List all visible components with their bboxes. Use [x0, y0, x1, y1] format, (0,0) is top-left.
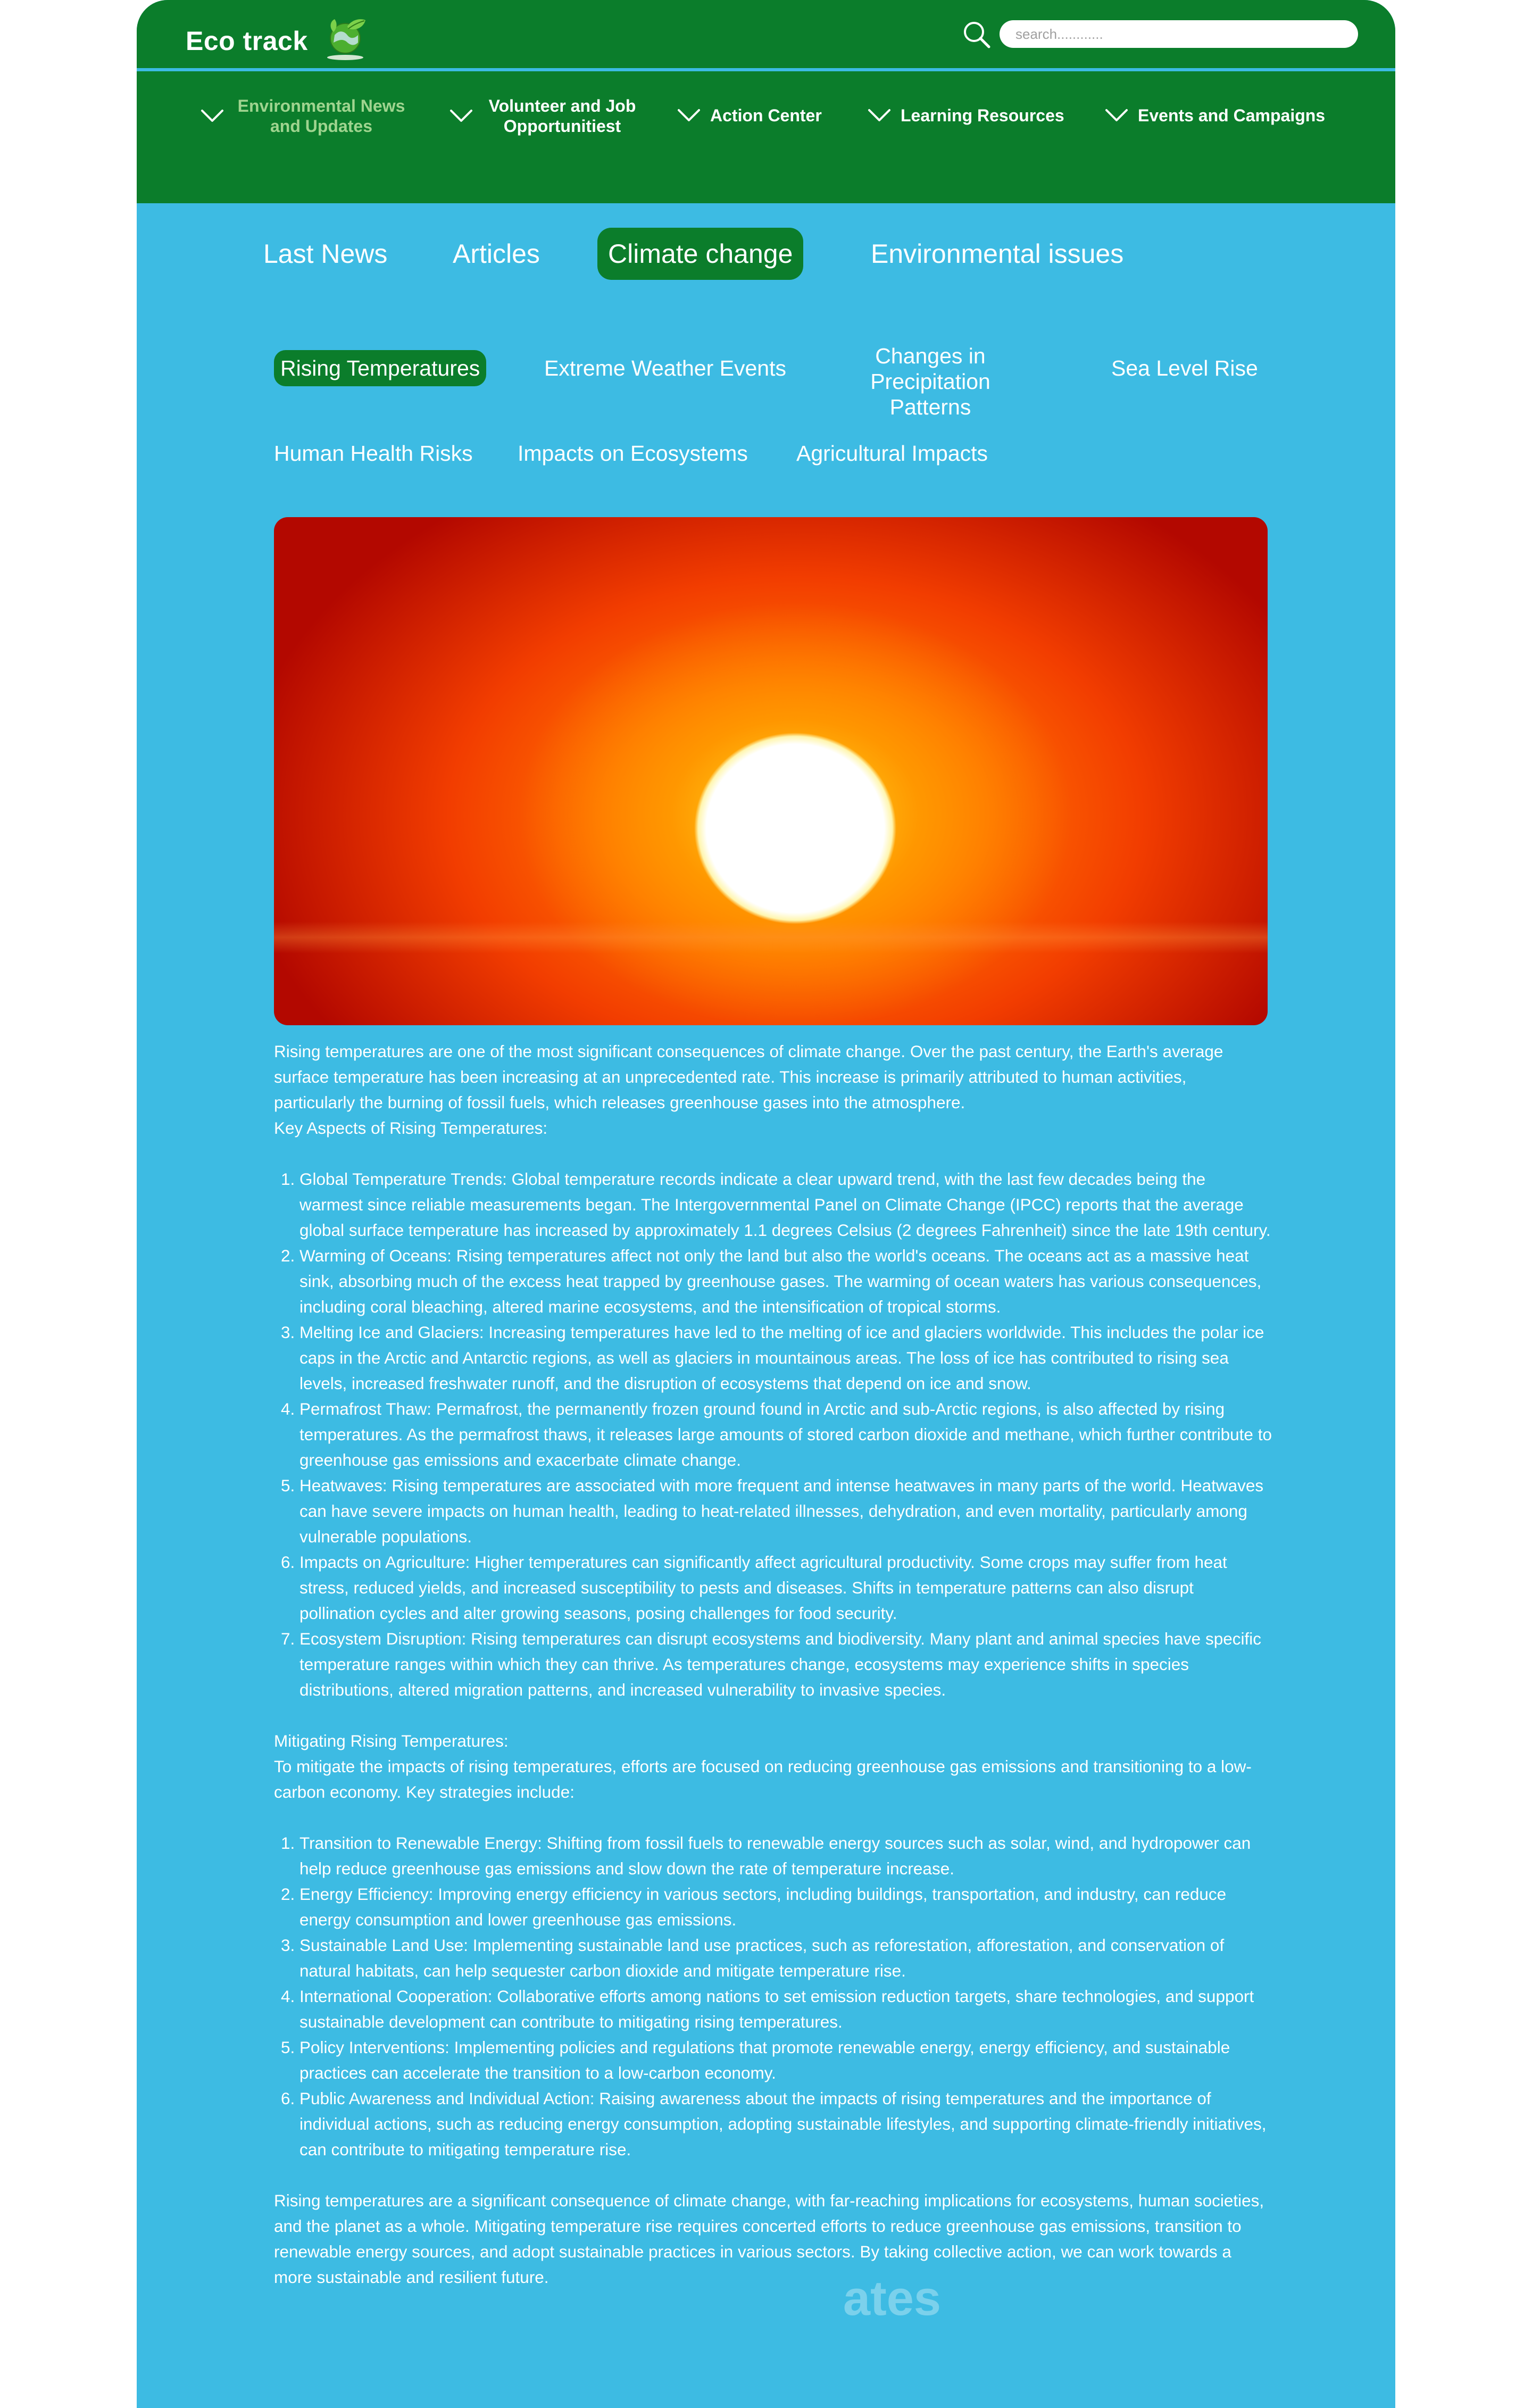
chevron-down-icon [677, 109, 701, 122]
spacer [274, 2162, 1272, 2188]
subtab-ecosystems[interactable]: Impacts on Ecosystems [518, 441, 748, 466]
category-tabs [137, 223, 1395, 282]
list-item: 5. Policy Interventions: Implementing policies and regulations that promote renewable energy, energy efficiency, and sustainable practices can accelerate the transition to a low-carbon economy. [299, 2035, 1272, 2086]
tab-articles[interactable]: Articles [453, 239, 540, 269]
article-intro: Rising temperatures are one of the most significant consequences of climate change. Over the past century, the Earth's average surface temperature has been increasing at an unprecedented rate. This increase is primarily attributed to human activities, particularly the burning of fossil fuels, which releases greenhouse gases into the atmosphere. [274, 1042, 1223, 1112]
nav-item-action-center[interactable] [677, 105, 822, 126]
chevron-down-icon [868, 109, 891, 122]
article-conclusion: Rising temperatures are a significant consequence of climate change, with far-reaching implications for ecosystems, human societies, and the planet as a whole. Mitigating temperature rise requires concerted efforts to reduce greenhouse gas emissions, transition to renewable energy sources, and adopt sustainable practices in various sectors. By taking collective action, we can work towards a more sustainable and resilient future. [274, 2191, 1264, 2287]
nav-item-learning-resources[interactable] [868, 105, 1064, 126]
list-item: 2. Energy Efficiency: Improving energy efficiency in various sectors, including buildings, transportation, and industry, can reduce energy consumption and lower greenhouse gas emissions. [299, 1881, 1272, 1932]
tab-environmental-issues[interactable]: Environmental issues [871, 239, 1124, 269]
key-aspects-list [274, 1166, 1272, 1703]
subtab-human-health[interactable]: Human Health Risks [274, 441, 473, 466]
list-item: 4. Permafrost Thaw: Permafrost, the permanently frozen ground found in Arctic and sub-Arctic regions, is also affected by rising temperatures. As the permafrost thaws, it releases large amounts of stored carbon dioxide and methane, which further contribute to greenhouse gas emissions and exacerbate climate change. [299, 1396, 1272, 1473]
hero-horizon-haze [274, 921, 1268, 953]
list-item: 7. Ecosystem Disruption: Rising temperatures can disrupt ecosystems and biodiversity. Many plant and animal species have specific temperature ranges within which they can thrive. As temperatures change, ecosystems may experience shifts in species distributions, altered migration patterns, and increased vulnerability to invasive species. [299, 1626, 1272, 1703]
list-item: 6. Public Awareness and Individual Action: Raising awareness about the impacts of rising temperatures and the importance of individual actions, such as reducing energy consumption, adopting sustainable lifestyles, and supporting climate-friendly initiatives, can contribute to mitigating temperature rise. [299, 2086, 1272, 2162]
subtab-extreme-weather[interactable]: Extreme Weather Events [544, 356, 786, 380]
mitigating-intro: To mitigate the impacts of rising temperatures, efforts are focused on reducing greenhouse gas emissions and transitioning to a low-carbon economy. Key strategies include: [274, 1757, 1252, 1801]
subtab-sea-level-rise[interactable]: Sea Level Rise [1111, 356, 1258, 380]
list-item: 1. Global Temperature Trends: Global temperature records indicate a clear upward trend, with the last few decades being the warmest since reliable measurements began. The Intergovernmental Panel on Climate Change (IPCC) reports that the average global surface temperature has increased by approximately 1.1 degrees Celsius (2 degrees Fahrenheit) since the late 19th century. [299, 1166, 1272, 1243]
nav-label: Environmental News and Updates [237, 96, 405, 136]
nav-label: Action Center [710, 106, 822, 125]
list-item: 5. Heatwaves: Rising temperatures are associated with more frequent and intense heatwaves in many parts of the world. Heatwaves can have severe impacts on human health, leading to heat-related illnesses, dehydration, and even mortality, particularly among vulnerable populations. [299, 1473, 1272, 1549]
tab-climate-change[interactable]: Climate change [597, 228, 803, 280]
main-nav [137, 71, 1395, 203]
nav-label: Learning Resources [901, 106, 1064, 125]
nav-label: Volunteer and Job Opportunitiest [488, 96, 636, 136]
strategies-list [274, 1830, 1272, 2162]
subtab-agricultural[interactable]: Agricultural Impacts [796, 441, 988, 466]
watermark: ates [843, 2271, 942, 2326]
tab-last-news[interactable]: Last News [263, 239, 388, 269]
search-input[interactable] [1000, 20, 1358, 48]
globe-leaf-icon [321, 12, 372, 63]
nav-item-volunteer-jobs[interactable] [449, 96, 642, 136]
chevron-down-icon [1105, 109, 1128, 122]
key-aspects-heading: Key Aspects of Rising Temperatures: [274, 1118, 548, 1137]
search-icon[interactable] [960, 18, 992, 50]
nav-label: Events and Campaigns [1138, 106, 1326, 125]
list-item: 6. Impacts on Agriculture: Higher temperatures can significantly affect agricultural productivity. Some crops may suffer from heat stress, reduced yields, and increased susceptibility to pests and diseases. Shifts in temperature patterns can also disrupt pollination cycles and alter growing seasons, posing challenges for food security. [299, 1549, 1272, 1626]
chevron-down-icon [201, 109, 224, 123]
list-item: 3. Sustainable Land Use: Implementing sustainable land use practices, such as reforestation, afforestation, and conservation of natural habitats, can help sequester carbon dioxide and mitigate temperature rise. [299, 1932, 1272, 1983]
list-item: 3. Melting Ice and Glaciers: Increasing temperatures have led to the melting of ice and glaciers worldwide. This includes the polar ice caps in the Arctic and Antarctic regions, as well as glaciers in mountainous areas. The loss of ice has contributed to rising sea levels, increased freshwater runoff, and the disruption of ecosystems that depend on ice and snow. [299, 1319, 1272, 1396]
article-body [274, 1039, 1272, 2290]
brand-name: Eco track [186, 26, 308, 56]
nav-item-environmental-news[interactable] [201, 96, 409, 136]
hero-image-sun [274, 517, 1268, 1025]
nav-item-events-campaigns[interactable] [1105, 105, 1325, 126]
list-item: 4. International Cooperation: Collaborative efforts among nations to set emission reduction targets, share technologies, and support sustainable development can contribute to mitigating rising temperatures. [299, 1983, 1272, 2035]
page [137, 0, 1395, 2408]
brand[interactable] [186, 19, 372, 63]
chevron-down-icon [449, 109, 473, 123]
subtab-precipitation-patterns[interactable]: Changes in Precipitation Patterns [870, 344, 990, 419]
list-item: 1. Transition to Renewable Energy: Shifting from fossil fuels to renewable energy sources such as solar, wind, and hydropower can help reduce greenhouse gas emissions and slow down the rate of temperature increase. [299, 1830, 1272, 1881]
spacer [274, 1703, 1272, 1728]
list-item: 2. Warming of Oceans: Rising temperatures affect not only the land but also the world's oceans. The oceans act as a massive heat sink, absorbing much of the excess heat trapped by greenhouse gases. The warming of ocean waters has various consequences, including coral bleaching, altered marine ecosystems, and the intensification of tropical storms. [299, 1243, 1272, 1319]
subtab-rising-temperatures[interactable]: Rising Temperatures [274, 350, 486, 386]
top-bar [137, 0, 1395, 69]
mitigating-heading: Mitigating Rising Temperatures: [274, 1731, 509, 1750]
